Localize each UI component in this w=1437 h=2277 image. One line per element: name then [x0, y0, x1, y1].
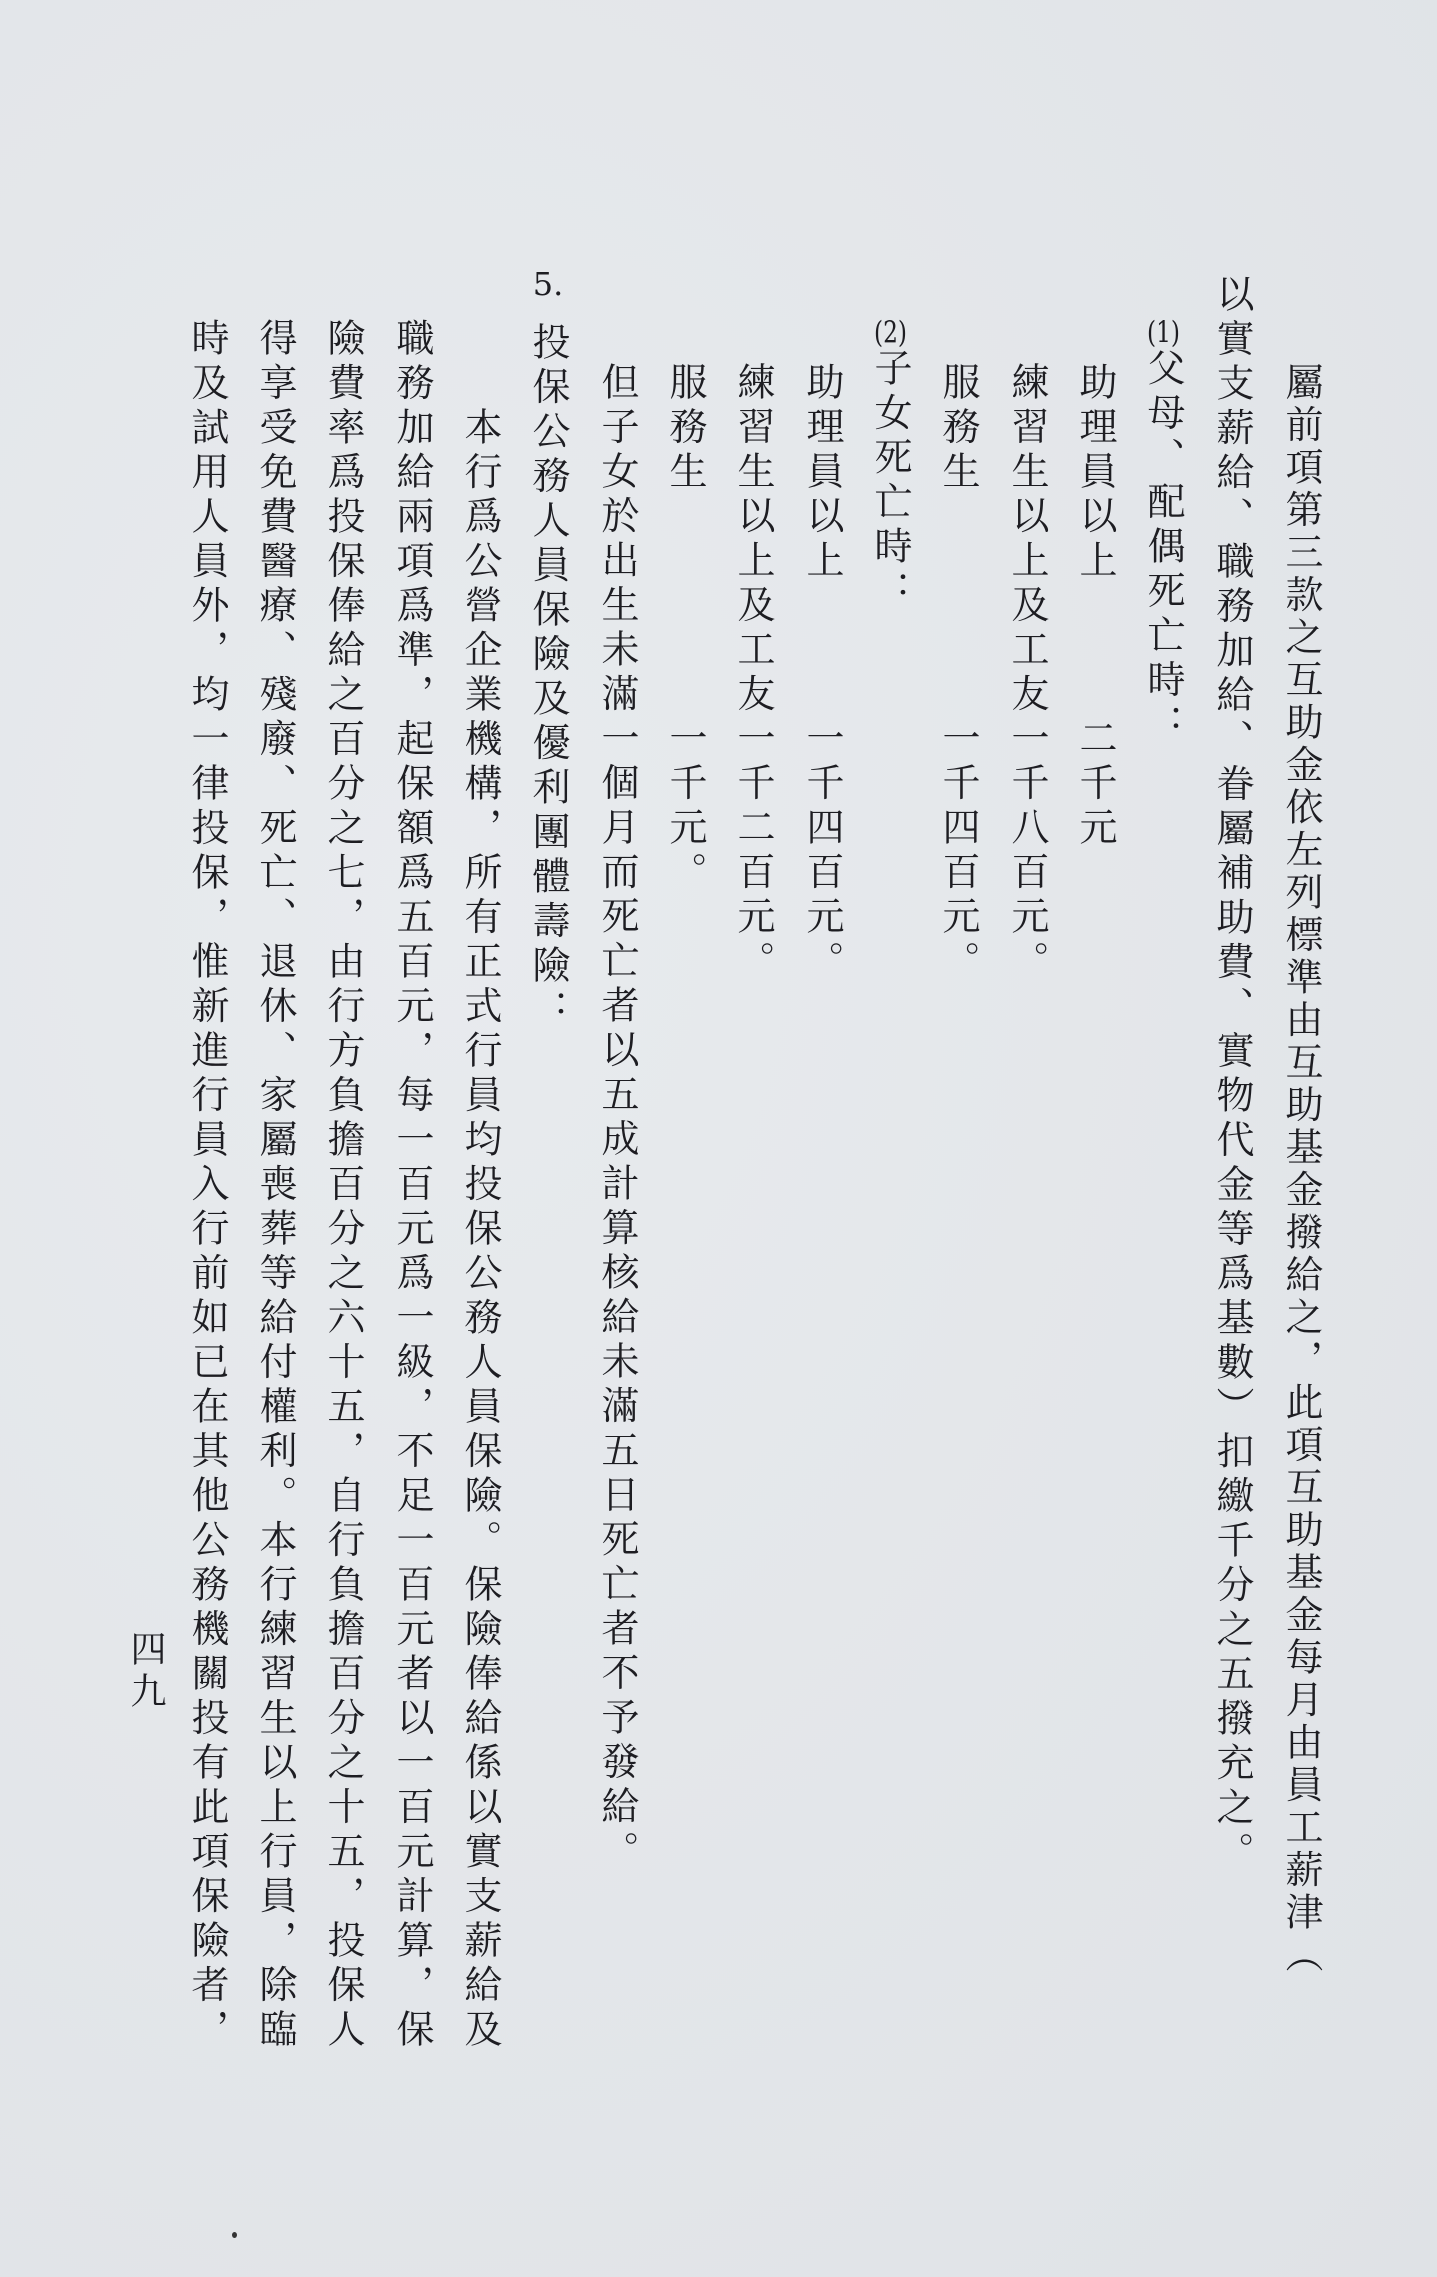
text-column: 時及試用人員外，均一律投保，惟新進行員入行前如已在其他公務機關投有此項保險者，	[185, 318, 229, 2054]
rate-label: 練習生以上及工友	[1005, 362, 1049, 718]
list-heading-text: 子女死亡時：	[868, 348, 912, 615]
rate-amount: 一千四百元。	[936, 718, 980, 985]
scan-speck	[232, 2232, 237, 2238]
rate-amount: 一千二百元。	[731, 718, 775, 985]
text-column: 屬前項第三款之互助金依左列標準由互助基金撥給之，此項互助基金每月由員工薪津（	[1279, 362, 1323, 1977]
rate-row	[733, 362, 773, 985]
section-number-text: 5.	[532, 268, 564, 300]
text-column: 以實支薪給、職務加給、眷屬補助費、實物代金等爲基數）扣繳千分之五撥充之。	[1210, 274, 1254, 1876]
page-number: 四九	[125, 1630, 166, 1714]
text-column: 職務加給兩項爲準，起保額爲五百元，每一百元爲一級，不足一百元者以一百元計算，保	[390, 318, 434, 2054]
rate-amount: 二千元	[1073, 718, 1117, 852]
rate-label: 練習生以上及工友	[731, 362, 775, 718]
rate-row	[1007, 362, 1047, 985]
text-column: 本行爲公營企業機構，所有正式行員均投保公務人員保險。保險俸給係以實支薪給及	[458, 407, 502, 2054]
list-heading-text: 父母、配偶死亡時：	[1141, 348, 1185, 749]
section-heading: 投保公務人員保險及優利團體壽險：	[526, 322, 570, 1034]
list-heading-children	[870, 318, 910, 615]
rate-amount: 一千元。	[663, 718, 707, 896]
list-heading-parents	[1143, 318, 1183, 749]
section-number	[528, 268, 568, 304]
rate-amount: 一千四百元。	[800, 718, 844, 985]
list-marker: (1)	[1147, 318, 1180, 348]
rate-label: 助理員以上	[1073, 362, 1117, 585]
text-column: 得享受免費醫療、殘廢、死亡、退休、家屬喪葬等給付權利。本行練習生以上行員，除臨	[253, 318, 297, 2054]
rate-label: 助理員以上	[800, 362, 844, 585]
rate-label: 服務生	[936, 362, 980, 496]
text-column: 險費率爲投保俸給之百分之七，由行方負擔百分之六十五，自行負擔百分之十五，投保人	[321, 318, 365, 2054]
rate-amount: 一千八百元。	[1005, 718, 1049, 985]
text-column-note: 但子女於出生未滿一個月而死亡者以五成計算核給未滿五日死亡者不予發給。	[595, 362, 639, 1875]
list-marker: (2)	[874, 318, 907, 348]
rate-label: 服務生	[663, 362, 707, 496]
